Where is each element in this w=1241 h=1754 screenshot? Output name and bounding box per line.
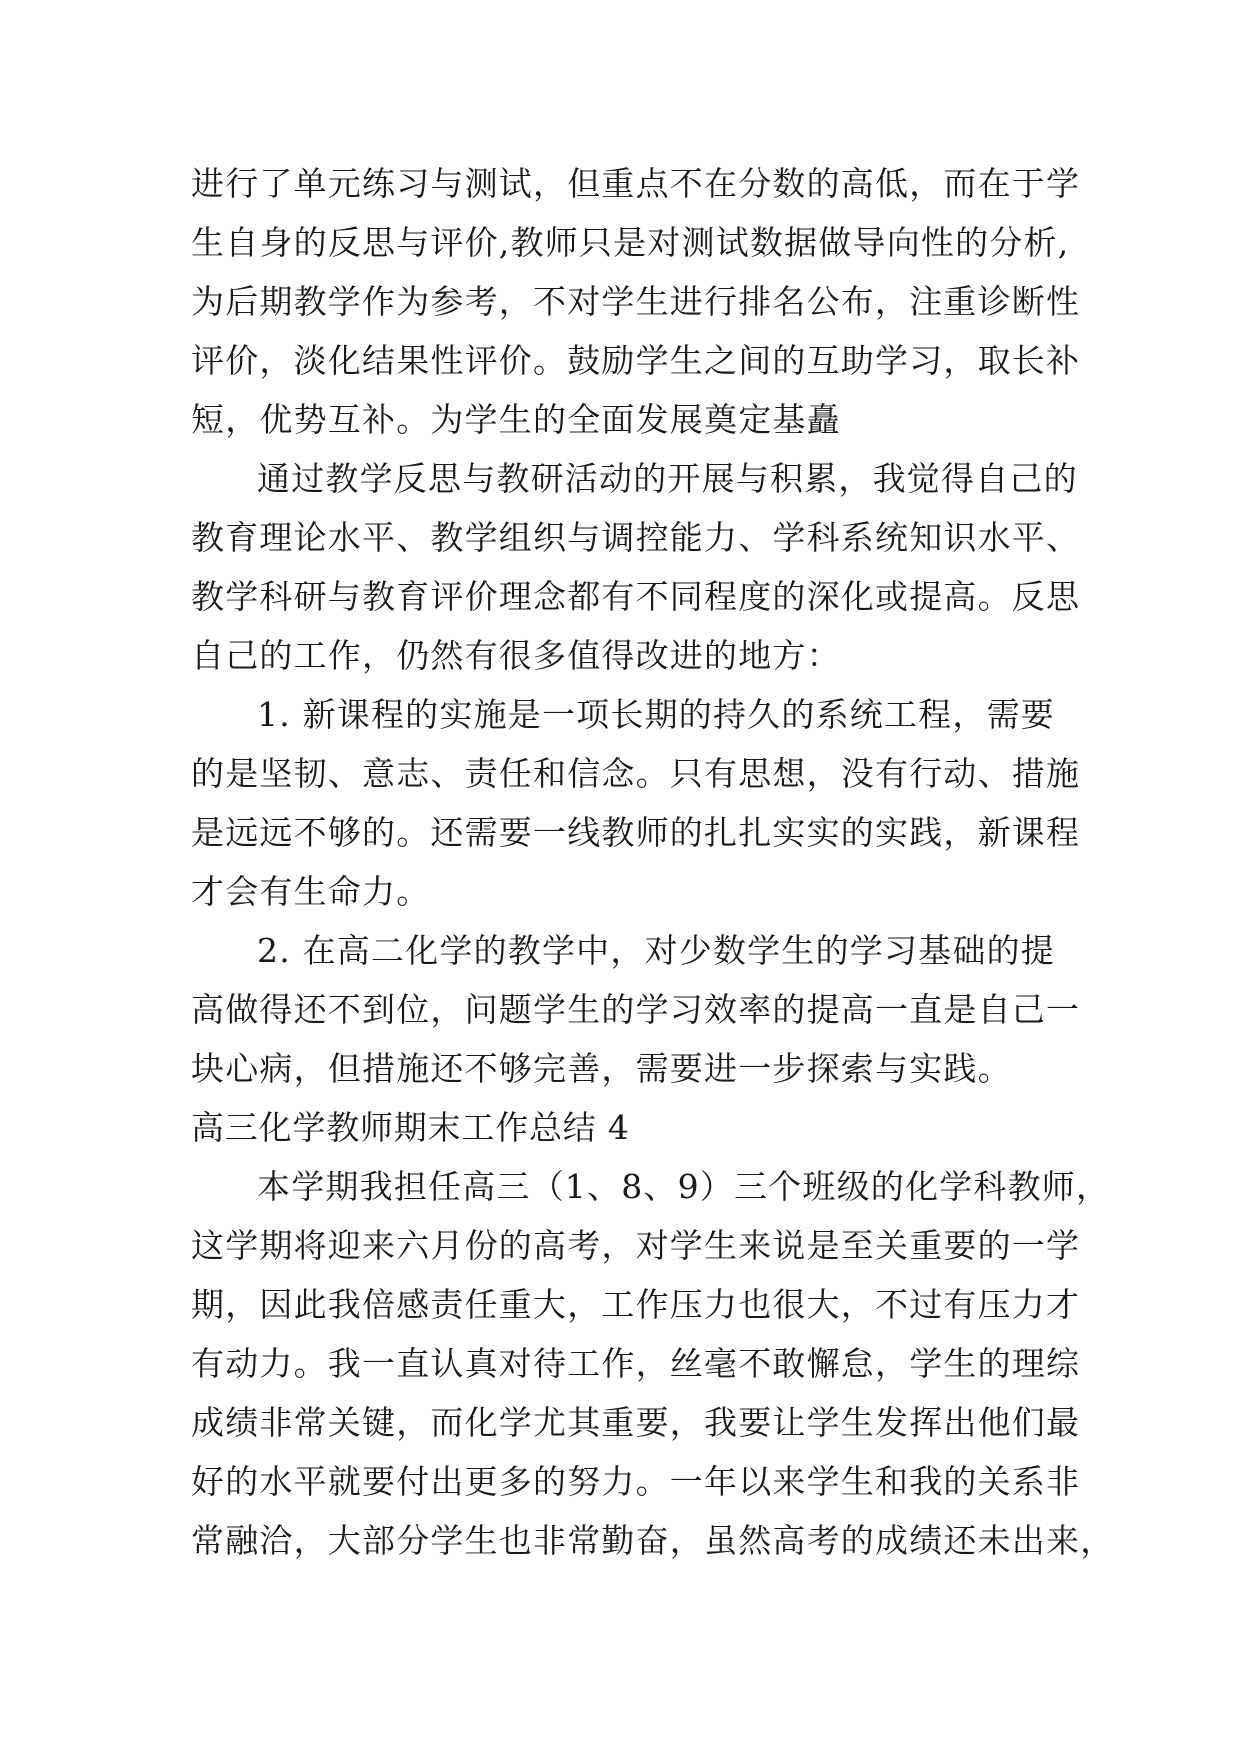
text-line: 有动力。我一直认真对待工作，丝毫不敢懈怠，学生的理综 [191, 1344, 1081, 1383]
section-heading: 高三化学教师期末工作总结 4 [191, 1108, 630, 1147]
paragraph-first-line: 本学期我担任高三（1、8、9）三个班级的化学科教师， [257, 1167, 1111, 1206]
text-line: 期，因此我倍感责任重大，工作压力也很大，不过有压力才 [191, 1285, 1081, 1324]
text-line: 这学期将迎来六月份的高考，对学生来说是至关重要的一学 [191, 1226, 1081, 1265]
text-line: 教育理论水平、教学组织与调控能力、学科系统知识水平、 [191, 518, 1081, 557]
text-line: 成绩非常关键，而化学尤其重要，我要让学生发挥出他们最 [191, 1403, 1081, 1442]
text-line: 评价，淡化结果性评价。鼓励学生之间的互助学习，取长补 [191, 341, 1081, 380]
list-item-1: 1. 新课程的实施是一项长期的持久的系统工程，需要 [257, 695, 1055, 734]
paragraph-first-line: 通过教学反思与教研活动的开展与积累，我觉得自己的 [257, 459, 1078, 498]
text-line: 好的水平就要付出更多的努力。一年以来学生和我的关系非 [191, 1462, 1081, 1501]
text-line: 进行了单元练习与测试，但重点不在分数的高低，而在于学 [191, 164, 1081, 203]
text-line: 是远远不够的。还需要一线教师的扎扎实实的实践，新课程 [191, 813, 1081, 852]
text-line: 常融洽，大部分学生也非常勤奋，虽然高考的成绩还未出来， [191, 1521, 1115, 1560]
text-line: 高做得还不到位，问题学生的学习效率的提高一直是自己一 [191, 990, 1081, 1029]
text-line: 为后期教学作为参考，不对学生进行排名公布，注重诊断性 [191, 282, 1081, 321]
text-line: 生自身的反思与评价,教师只是对测试数据做导向性的分析, [191, 223, 1070, 262]
list-item-2: 2. 在高二化学的教学中，对少数学生的学习基础的提 [257, 931, 1055, 970]
text-line: 自己的工作，仍然有很多值得改进的地方： [191, 636, 841, 675]
text-line: 短，优势互补。为学生的全面发展奠定基矗 [191, 400, 841, 439]
text-line: 块心病，但措施还不够完善，需要进一步探索与实践。 [191, 1049, 1012, 1088]
text-line: 教学科研与教育评价理念都有不同程度的深化或提高。反思 [191, 577, 1081, 616]
text-line: 才会有生命力。 [191, 872, 431, 911]
text-line: 的是坚韧、意志、责任和信念。只有思想，没有行动、措施 [191, 754, 1081, 793]
